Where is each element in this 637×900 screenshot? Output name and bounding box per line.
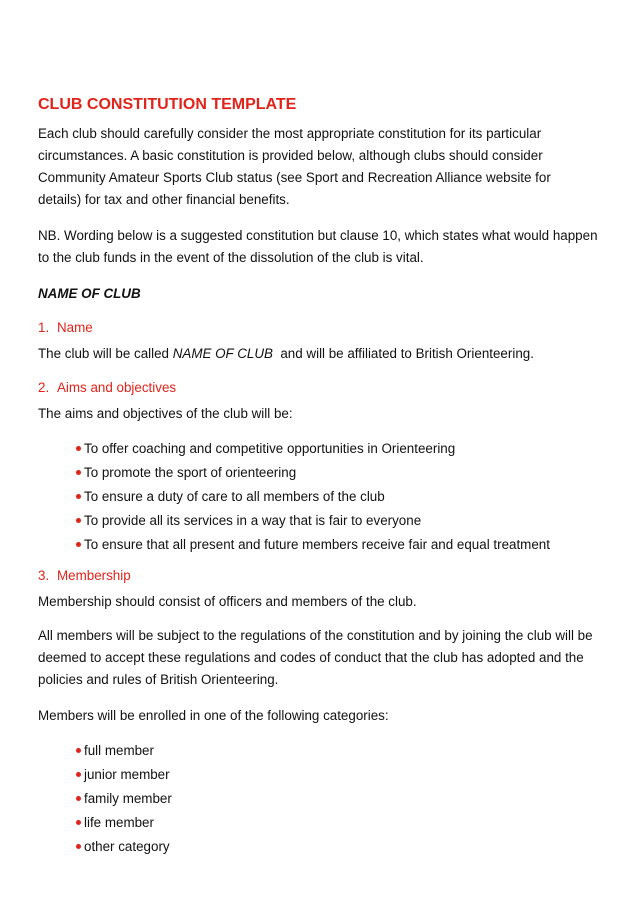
nb-line: to the club funds in the event of the dissolution of the club is vital. — [38, 250, 424, 265]
paragraph-line: deemed to accept these regulations and codes of conduct that the club has adopted and the — [38, 650, 584, 665]
list-item: life member — [76, 811, 172, 835]
section-heading-aims — [38, 377, 601, 399]
intro-line: Community Amateur Sports Club status (see Sport and Recreation Alliance website for — [38, 170, 551, 185]
section-number: 2. — [38, 380, 50, 395]
aims-list — [76, 437, 550, 557]
section-heading-name — [38, 317, 601, 339]
bullet-icon — [76, 494, 81, 499]
membership-lead: Members will be enrolled in one of the following categories: — [38, 708, 389, 723]
membership-paragraph-2 — [38, 625, 601, 691]
intro-line: details) for tax and other financial benefits. — [38, 192, 290, 207]
intro-line: circumstances. A basic constitution is provided below, although clubs should consider — [38, 148, 543, 163]
section-heading-membership — [38, 565, 601, 587]
membership-categories-list — [76, 739, 172, 859]
list-item: family member — [76, 787, 172, 811]
name-text-after: and will be affiliated to British Orienteering. — [272, 346, 534, 361]
club-name-placeholder: NAME OF CLUB — [172, 346, 273, 361]
list-item: full member — [76, 739, 172, 763]
membership-paragraph-1: Membership should consist of officers and members of the club. — [38, 594, 417, 609]
paragraph-line: All members will be subject to the regulations of the constitution and by joining the club will be — [38, 628, 593, 643]
name-statement — [38, 343, 601, 365]
bullet-icon — [76, 844, 81, 849]
list-item: To ensure that all present and future members receive fair and equal treatment — [76, 533, 550, 557]
aims-lead: The aims and objectives of the club will be: — [38, 406, 293, 421]
paragraph-line: policies and rules of British Orienteering. — [38, 672, 279, 687]
section-number: 3. — [38, 568, 50, 583]
bullet-icon — [76, 542, 81, 547]
list-item: To provide all its services in a way that is fair to everyone — [76, 509, 550, 533]
section-title: Name — [57, 320, 93, 335]
section-title: Aims and objectives — [57, 380, 177, 395]
bullet-icon — [76, 446, 81, 451]
nb-paragraph — [38, 225, 601, 269]
list-item: To offer coaching and competitive opportunities in Orienteering — [76, 437, 550, 461]
bullet-icon — [76, 748, 81, 753]
bullet-icon — [76, 470, 81, 475]
bullet-icon — [76, 796, 81, 801]
list-item: To promote the sport of orienteering — [76, 461, 550, 485]
list-item: junior member — [76, 763, 172, 787]
document-title: CLUB CONSTITUTION TEMPLATE — [38, 96, 297, 113]
list-item: To ensure a duty of care to all members of the club — [76, 485, 550, 509]
club-name-heading: NAME OF CLUB — [38, 286, 141, 301]
bullet-icon — [76, 820, 81, 825]
list-item: other category — [76, 835, 172, 859]
intro-paragraph — [38, 123, 601, 211]
name-text-before: The club will be called — [38, 346, 173, 361]
intro-line: Each club should carefully consider the most appropriate constitution for its particular — [38, 126, 542, 141]
nb-line: NB. Wording below is a suggested constitution but clause 10, which states what would happen — [38, 228, 598, 243]
section-title: Membership — [57, 568, 131, 583]
bullet-icon — [76, 772, 81, 777]
bullet-icon — [76, 518, 81, 523]
section-number: 1. — [38, 320, 50, 335]
